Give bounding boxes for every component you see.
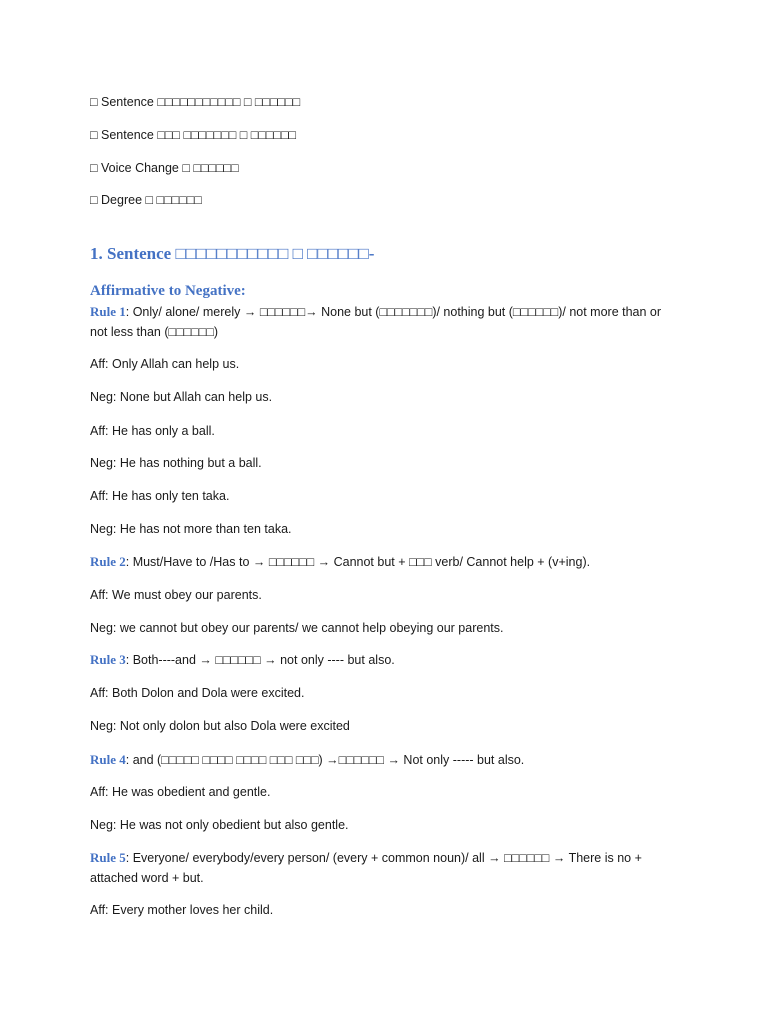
example-line: Aff: He has only a ball. [90, 424, 215, 438]
toc-item-1: □ Sentence □□□□□□□□□□□ □ □□□□□□ [90, 95, 301, 109]
rule-5 [90, 848, 680, 888]
rule-2 [90, 552, 680, 572]
example-line: Aff: We must obey our parents. [90, 588, 262, 602]
rule-1 [90, 302, 680, 342]
sub-heading: Affirmative to Negative: [90, 283, 246, 299]
rule-4-text: : and (□□□□□ □□□□ □□□□ □□□ □□□) →□□□□□□ → Not only ----- but also. [125, 753, 525, 767]
example-line: Neg: Not only dolon but also Dola were excited [90, 719, 350, 733]
rule-4 [90, 750, 680, 770]
rule-1-label: Rule 1 [90, 304, 126, 319]
example-line: Aff: He was obedient and gentle. [90, 785, 271, 799]
example-line: Neg: He has nothing but a ball. [90, 456, 262, 470]
example-line: Aff: Only Allah can help us. [90, 357, 240, 371]
rule-2-label: Rule 2 [90, 554, 126, 569]
example-line: Aff: Every mother loves her child. [90, 903, 274, 917]
rule-3-label: Rule 3 [90, 652, 126, 667]
rule-5-label: Rule 5 [90, 850, 126, 865]
toc-item-3: □ Voice Change □ □□□□□□ [90, 161, 239, 175]
rule-2-text: : Must/Have to /Has to → □□□□□□ → Cannot but + □□□ verb/ Cannot help + (v+ing). [125, 555, 591, 569]
example-line: Neg: He has not more than ten taka. [90, 522, 292, 536]
rule-1-text: : Only/ alone/ merely → □□□□□□→ None but (□□□□□□□)/ nothing but (□□□□□□)/ not more than or not less than (□□□□□□) [90, 305, 662, 339]
toc-item-4: □ Degree □ □□□□□□ [90, 193, 202, 207]
rule-4-label: Rule 4 [90, 752, 126, 767]
rule-3 [90, 650, 680, 670]
section-heading: 1. Sentence □□□□□□□□□□□ □ □□□□□□- [90, 244, 375, 263]
example-line: Neg: we cannot but obey our parents/ we cannot help obeying our parents. [90, 621, 504, 635]
example-line: Neg: None but Allah can help us. [90, 390, 273, 404]
toc-item-2: □ Sentence □□□ □□□□□□□ □ □□□□□□ [90, 128, 297, 142]
example-line: Neg: He was not only obedient but also gentle. [90, 818, 349, 832]
rule-3-text: : Both----and → □□□□□□ → not only ---- but also. [125, 653, 395, 667]
rule-5-text: : Everyone/ everybody/every person/ (every + common noun)/ all → □□□□□□ → There is no + attached word + but. [90, 851, 642, 885]
example-line: Aff: He has only ten taka. [90, 489, 230, 503]
example-line: Aff: Both Dolon and Dola were excited. [90, 686, 305, 700]
